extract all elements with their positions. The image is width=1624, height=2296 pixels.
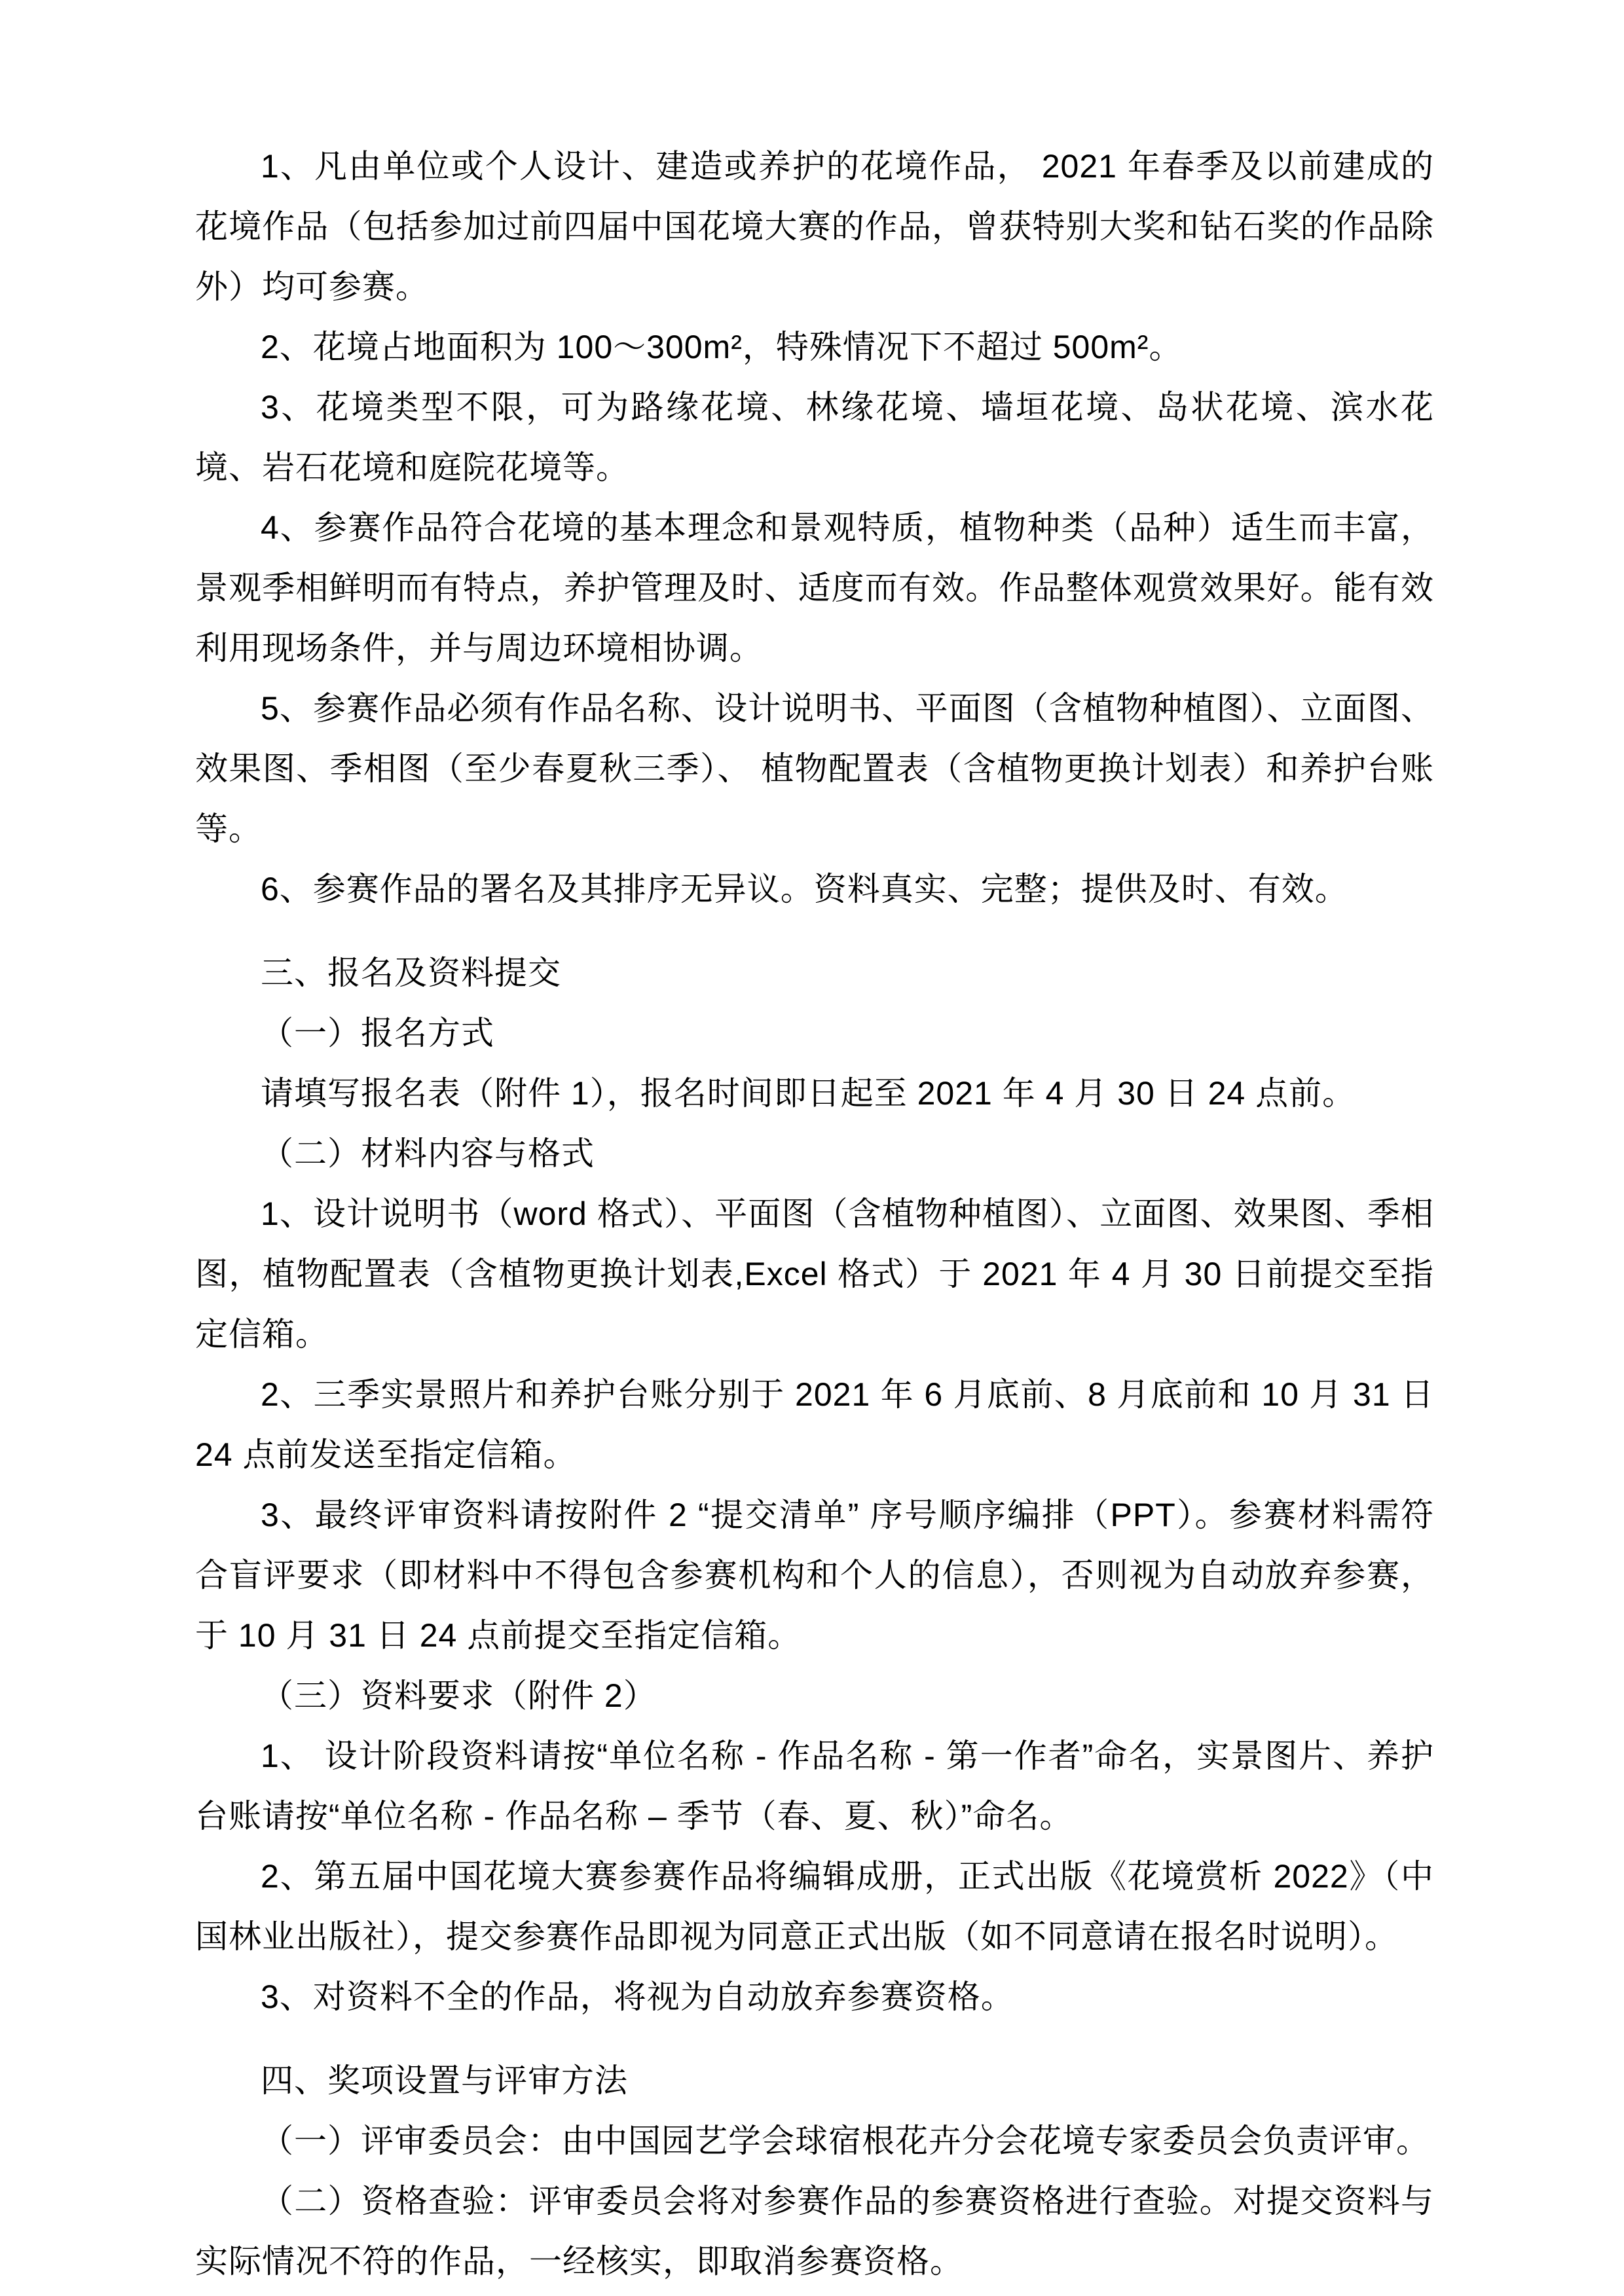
paragraph: （二）材料内容与格式	[261, 1135, 595, 1172]
paragraph: 2、第五届中国花境大赛参赛作品将编辑成册，正式出版《花境赏析 2022》（中国林业出版社），提交参赛作品即视为同意正式出版（如不同意请在报名时说明）。	[195, 1858, 1434, 1955]
paragraph: 2、花境占地面积为 100～300m²，特殊情况下不超过 500m²。	[261, 329, 1183, 365]
paragraph: 1、设计说明书（word 格式）、平面图（含植物种植图）、立面图、效果图、季相图，植物配置表（含植物更换计划表,Excel 格式）于 2021 年 4 月 30 日前提交至指定信箱。	[195, 1195, 1434, 1353]
paragraph: （二）资格查验：评审委员会将对参赛作品的参赛资格进行查验。对提交资料与实际情况不符的作品，一经核实，即取消参赛资格。	[195, 2183, 1434, 2280]
paragraph: （一）评审委员会：由中国园艺学会球宿根花卉分会花境专家委员会负责评审。	[261, 2123, 1430, 2159]
document-body-text	[195, 136, 1434, 2291]
paragraph: 3、对资料不全的作品，将视为自动放弃参赛资格。	[261, 1978, 1014, 2015]
paragraph: 1、凡由单位或个人设计、建造或养护的花境作品， 2021 年春季及以前建成的花境作品（包括参加过前四届中国花境大赛的作品，曾获特别大奖和钻石奖的作品除外）均可参赛。	[195, 148, 1434, 305]
paragraph: 3、最终评审资料请按附件 2 “提交清单” 序号顺序编排（PPT）。参赛材料需符合盲评要求（即材料中不得包含参赛机构和个人的信息），否则视为自动放弃参赛，于 10 月 31 日 24 点前提交至指定信箱。	[195, 1497, 1434, 1654]
paragraph: （三）资料要求（附件 2）	[261, 1677, 657, 1714]
paragraph: 6、参赛作品的署名及其排序无异议。资料真实、完整；提供及时、有效。	[261, 871, 1348, 907]
paragraph: （一）报名方式	[261, 1015, 494, 1051]
section-heading-awards: 四、奖项设置与评审方法	[261, 2062, 628, 2099]
paragraph: 1、 设计阶段资料请按“单位名称 - 作品名称 - 第一作者”命名，实景图片、养护台账请按“单位名称 - 作品名称 – 季节（春、夏、秋）”命名。	[195, 1738, 1434, 1834]
paragraph: 5、参赛作品必须有作品名称、设计说明书、平面图（含植物种植图）、立面图、效果图、季相图（至少春夏秋三季）、 植物配置表（含植物更换计划表）和养护台账等。	[195, 690, 1434, 847]
paragraph: 请填写报名表（附件 1），报名时间即日起至 2021 年 4 月 30 日 24 点前。	[261, 1075, 1356, 1112]
paragraph: 3、花境类型不限，可为路缘花境、林缘花境、墙垣花境、岛状花境、滨水花境、岩石花境和庭院花境等。	[195, 389, 1434, 486]
section-heading-registration: 三、报名及资料提交	[261, 955, 561, 991]
paragraph: 4、参赛作品符合花境的基本理念和景观特质，植物种类（品种）适生而丰富，景观季相鲜明而有特点，养护管理及时、适度而有效。作品整体观赏效果好。能有效利用现场条件，并与周边环境相协调。	[195, 509, 1434, 666]
paragraph: 2、三季实景照片和养护台账分别于 2021 年 6 月底前、8 月底前和 10 月 31 日 24 点前发送至指定信箱。	[195, 1376, 1434, 1473]
